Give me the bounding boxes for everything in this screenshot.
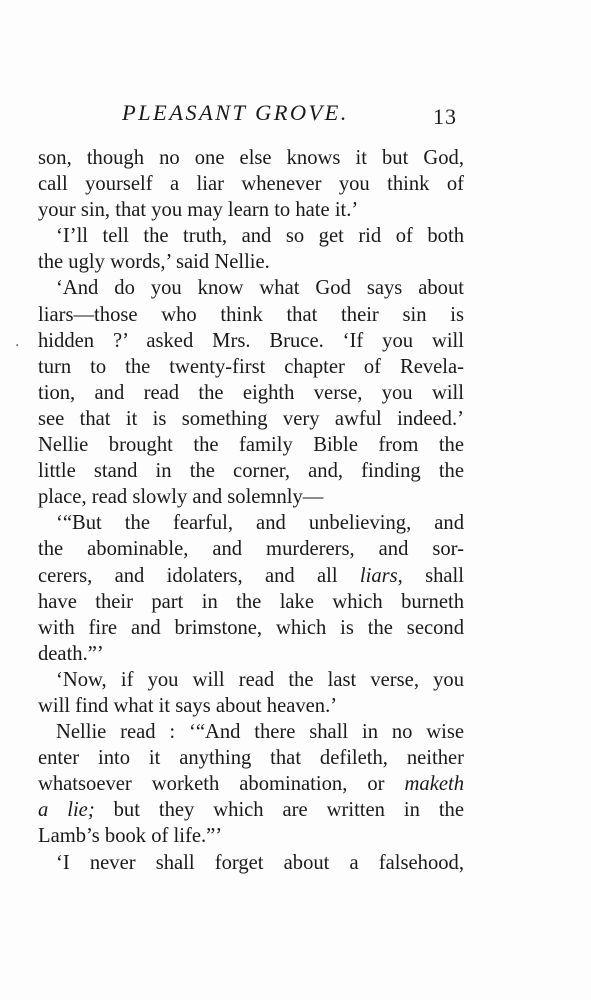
text-line: with fire and brimstone, which is the second	[38, 616, 464, 639]
text-line: the abominable, and murderers, and sor-	[38, 538, 464, 561]
text-line: Lamb’s book of life.”’	[38, 825, 223, 848]
running-title: PLEASANT GROVE.	[122, 100, 349, 125]
text-line: ‘“But the fearful, and unbelieving, and	[56, 512, 464, 535]
text-line: turn to the twenty-first chapter of Revela-	[38, 355, 464, 378]
text-line: cerers, and idolaters, and all liars, shall	[38, 564, 464, 587]
text-line: will find what it says about heaven.’	[38, 694, 338, 717]
text-line: have their part in the lake which burneth	[38, 590, 464, 613]
text-line: the ugly words,’ said Nellie.	[38, 251, 270, 274]
text-line: ‘I’ll tell the truth, and so get rid of both	[56, 225, 464, 248]
text-line: hidden ?’ asked Mrs. Bruce. ‘If you will	[38, 329, 464, 352]
text-line: a lie; but they which are written in the	[38, 799, 464, 822]
text-line: tion, and read the eighth verse, you will	[38, 381, 464, 404]
text-line: whatsoever worketh abomination, or maketh	[38, 773, 464, 796]
text-line: your sin, that you may learn to hate it.’	[38, 199, 359, 222]
text-line: Nellie brought the family Bible from the	[38, 434, 464, 457]
text-line: ‘Now, if you will read the last verse, you	[56, 668, 464, 691]
text-line: son, though no one else knows it but God,	[38, 147, 464, 169]
text-line: call yourself a liar whenever you think of	[38, 173, 464, 196]
text-line: enter into it anything that defileth, neither	[38, 747, 464, 770]
text-line: see that it is something very awful indeed.’	[38, 407, 464, 430]
text-line: Nellie read : ‘“And there shall in no wise	[56, 721, 464, 744]
margin-mark: ·	[15, 338, 20, 354]
text-line: ‘And do you know what God says about	[56, 277, 464, 300]
page-number: 13	[433, 104, 457, 129]
text-line: place, read slowly and solemnly—	[38, 486, 324, 509]
text-line: ‘I never shall forget about a falsehood,	[56, 851, 464, 874]
text-line: liars—those who think that their sin is	[38, 303, 464, 326]
body-text	[38, 145, 464, 876]
running-head	[0, 100, 591, 134]
text-line: little stand in the corner, and, finding the	[38, 460, 464, 483]
text-line: death.”’	[38, 642, 104, 665]
